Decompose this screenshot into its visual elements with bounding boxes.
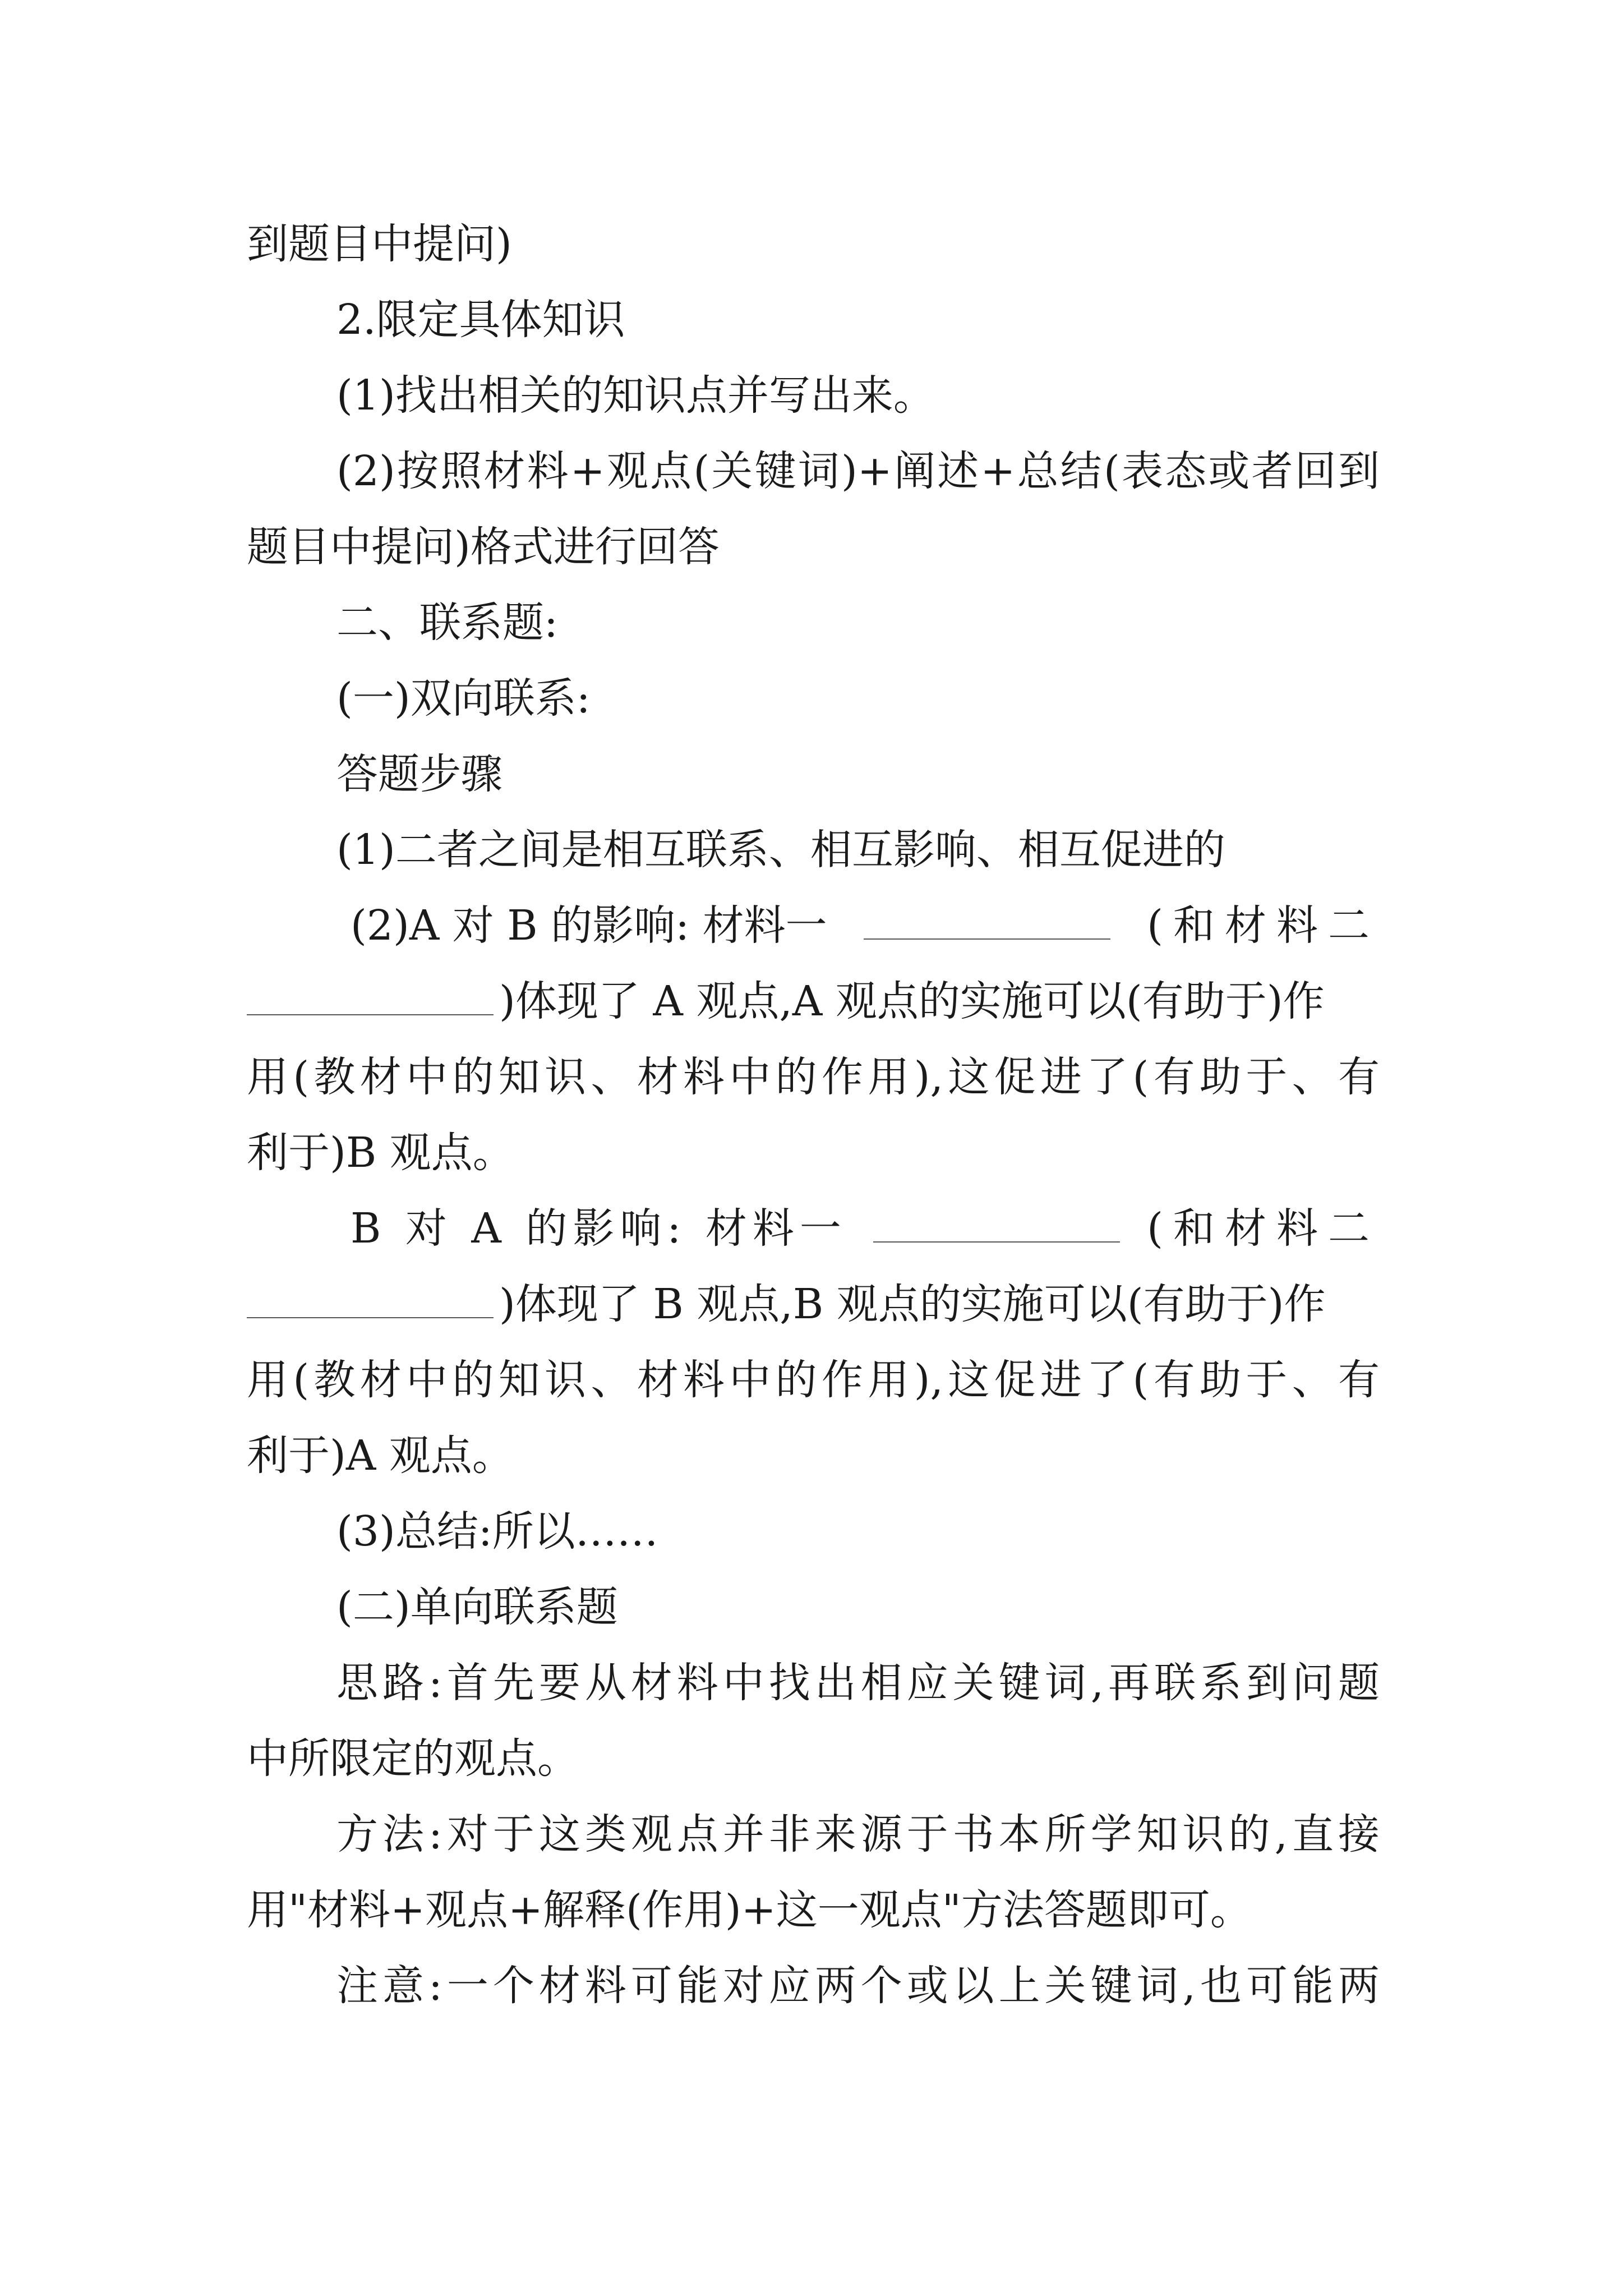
text-line: (2)按照材料+观点(关键词)+阐述+总结(表态或者回到: [336, 447, 1380, 495]
text-line: 题目中提问)格式进行回答: [247, 523, 720, 571]
text-line: 利于)A 观点。: [247, 1432, 514, 1480]
text-segment: (2)A 对 B 的影响: 材料一: [351, 901, 827, 950]
fill-in-blank: [864, 897, 1110, 940]
text-line: 注意:一个材料可能对应两个或以上关键词,也可能两: [336, 1962, 1380, 2010]
section-heading: 2.限定具体知识: [336, 296, 625, 344]
text-line: (1)二者之间是相互联系、相互影响、相互促进的: [336, 826, 1225, 874]
text-line: 思路:首先要从材料中找出相应关键词,再联系到问题: [336, 1659, 1380, 1707]
fill-in-blank: [247, 973, 494, 1015]
subsection-heading: (一)双向联系:: [336, 674, 591, 723]
text-line: 中所限定的观点。: [247, 1734, 579, 1783]
text-line: 答题步骤: [336, 750, 502, 798]
text-line-with-blank: [351, 892, 1380, 959]
text-line: 方法:对于这类观点并非来源于书本所学知识的,直接: [336, 1810, 1380, 1858]
text-segment: (和材料二: [1147, 1204, 1380, 1253]
fill-in-blank: [247, 1276, 494, 1318]
text-segment: )体现了 A 观点,A 观点的实施可以(有助于)作: [499, 977, 1325, 1025]
subsection-heading: (二)单向联系题: [336, 1583, 618, 1631]
fill-in-blank: [873, 1200, 1120, 1243]
text-line: (3)总结:所以……: [336, 1507, 658, 1556]
text-line: 用"材料+观点+解释(作用)+这一观点"方法答题即可。: [247, 1886, 1252, 1934]
text-line-with-blank: [351, 1195, 1380, 1262]
text-line: 利于)B 观点。: [247, 1129, 514, 1177]
text-line: (1)找出相关的知识点并写出来。: [336, 371, 935, 420]
text-line-with-blank: [247, 1271, 1380, 1338]
text-line: 用(教材中的知识、材料中的作用),这促进了(有助于、有: [247, 1053, 1380, 1101]
text-line-with-blank: [247, 968, 1380, 1035]
text-line: 到题目中提问): [247, 220, 512, 268]
text-segment: B 对 A 的影响: 材料一: [351, 1204, 847, 1253]
text-segment: (和材料二: [1147, 901, 1380, 950]
text-segment: )体现了 B 观点,B 观点的实施可以(有助于)作: [499, 1280, 1326, 1328]
section-heading: 二、联系题:: [336, 599, 558, 647]
text-line: 用(教材中的知识、材料中的作用),这促进了(有助于、有: [247, 1356, 1380, 1404]
